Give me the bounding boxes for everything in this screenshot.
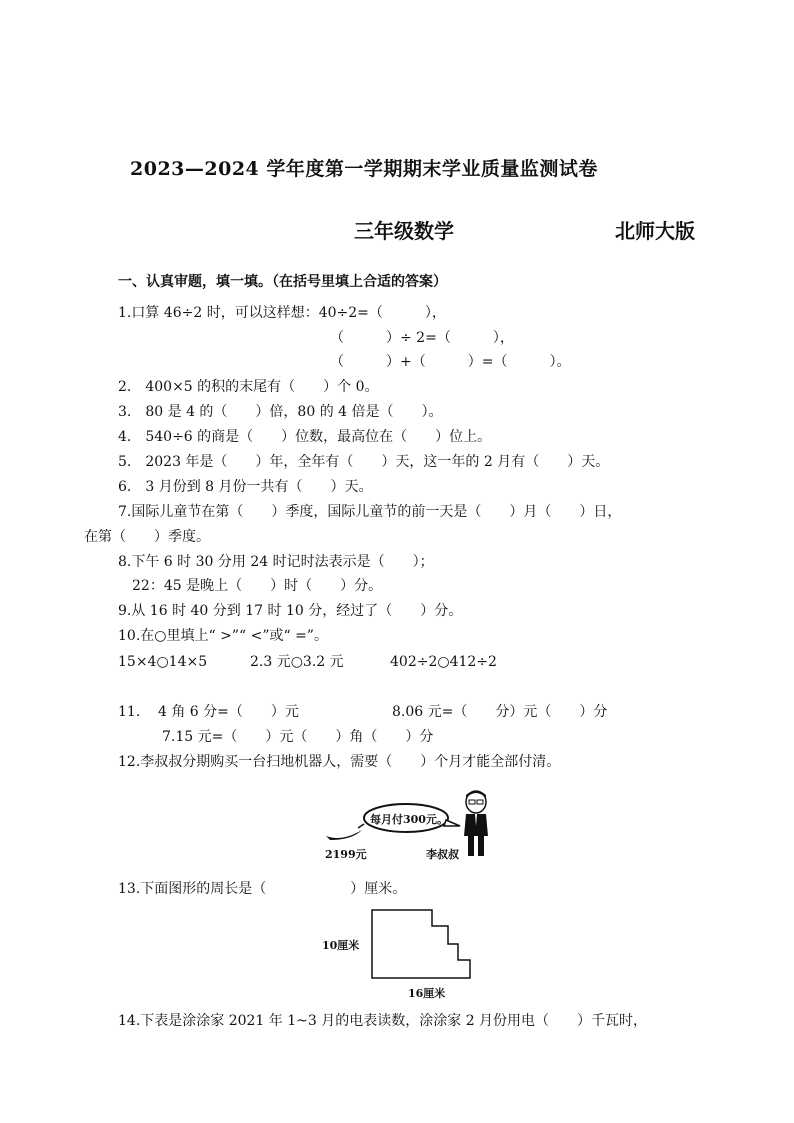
question-10-prompt: 10.在○里填上“ >”“ <”或“ =”。 [118,628,328,644]
speech-text: 每月付300元。 [370,813,448,826]
question-7-line-1: 7.国际儿童节在第（ ）季度，国际儿童节的前一天是（ ）月（ ）日， [118,504,622,520]
question-2: 2. 400×5 的积的末尾有（ ）个 0。 [118,379,379,395]
exam-title: 2023—2024 学年度第一学期期末学业质量监测试卷 [130,158,598,180]
question-13: 13.下面图形的周长是（ ）厘米。 [118,881,407,897]
staircase-figure [370,908,474,982]
question-1-line-2: （ ）÷ 2=（ ）， [330,330,514,346]
price-label: 2199元 [325,848,367,861]
question-1-line-1: 1.口算 46÷2 时，可以这样想：40÷2=（ ）， [118,305,446,321]
section-heading: 一、认真审题，填一填。（在括号里填上合适的答案） [118,274,447,290]
question-1-line-3: （ ）+（ ）=（ ）。 [330,354,571,370]
person-label: 李叔叔 [426,848,459,861]
question-11-item: 8.06 元=（ 分）元（ ）分 [392,704,608,720]
man-icon [458,790,494,858]
width-label: 16厘米 [408,987,446,1000]
question-11-number: 11. [118,704,141,720]
question-10-item: 15×4○14×5 [118,654,208,670]
question-10-item: 402÷2○412÷2 [390,654,497,670]
question-11-line-2: 7.15 元=（ ）元（ ）角（ ）分 [162,729,434,745]
edition-title: 北师大版 [615,219,695,243]
question-7-line-2: 在第（ ）季度。 [84,529,210,545]
staircase-shape [370,908,474,982]
person-illustration [458,790,494,858]
question-10-item: 2.3 元○3.2 元 [250,654,344,670]
subject-title: 三年级数学 [354,219,454,243]
question-3: 3. 80 是 4 的（ ）倍，80 的 4 倍是（ ）。 [118,404,443,420]
question-5: 5. 2023 年是（ ）年，全年有（ ）天，这一年的 2 月有（ ）天。 [118,454,610,470]
question-9: 9.从 16 时 40 分到 17 时 10 分，经过了（ ）分。 [118,603,463,619]
height-label: 10厘米 [322,939,360,952]
question-8-line-1: 8.下午 6 时 30 分用 24 时记时法表示是（ ）； [118,554,434,570]
question-4: 4. 540÷6 的商是（ ）位数，最高位在（ ）位上。 [118,429,492,445]
question-11-item: 4 角 6 分=（ ）元 [158,704,299,720]
question-8-line-2: 22：45 是晚上（ ）时（ ）分。 [132,578,383,594]
question-12: 12.李叔叔分期购买一台扫地机器人，需要（ ）个月才能全部付清。 [118,754,561,770]
question-6: 6. 3 月份到 8 月份一共有（ ）天。 [118,479,373,495]
question-14: 14.下表是涂涂家 2021 年 1~3 月的电表读数，涂涂家 2 月份用电（ ）千瓦时， [118,1013,648,1029]
